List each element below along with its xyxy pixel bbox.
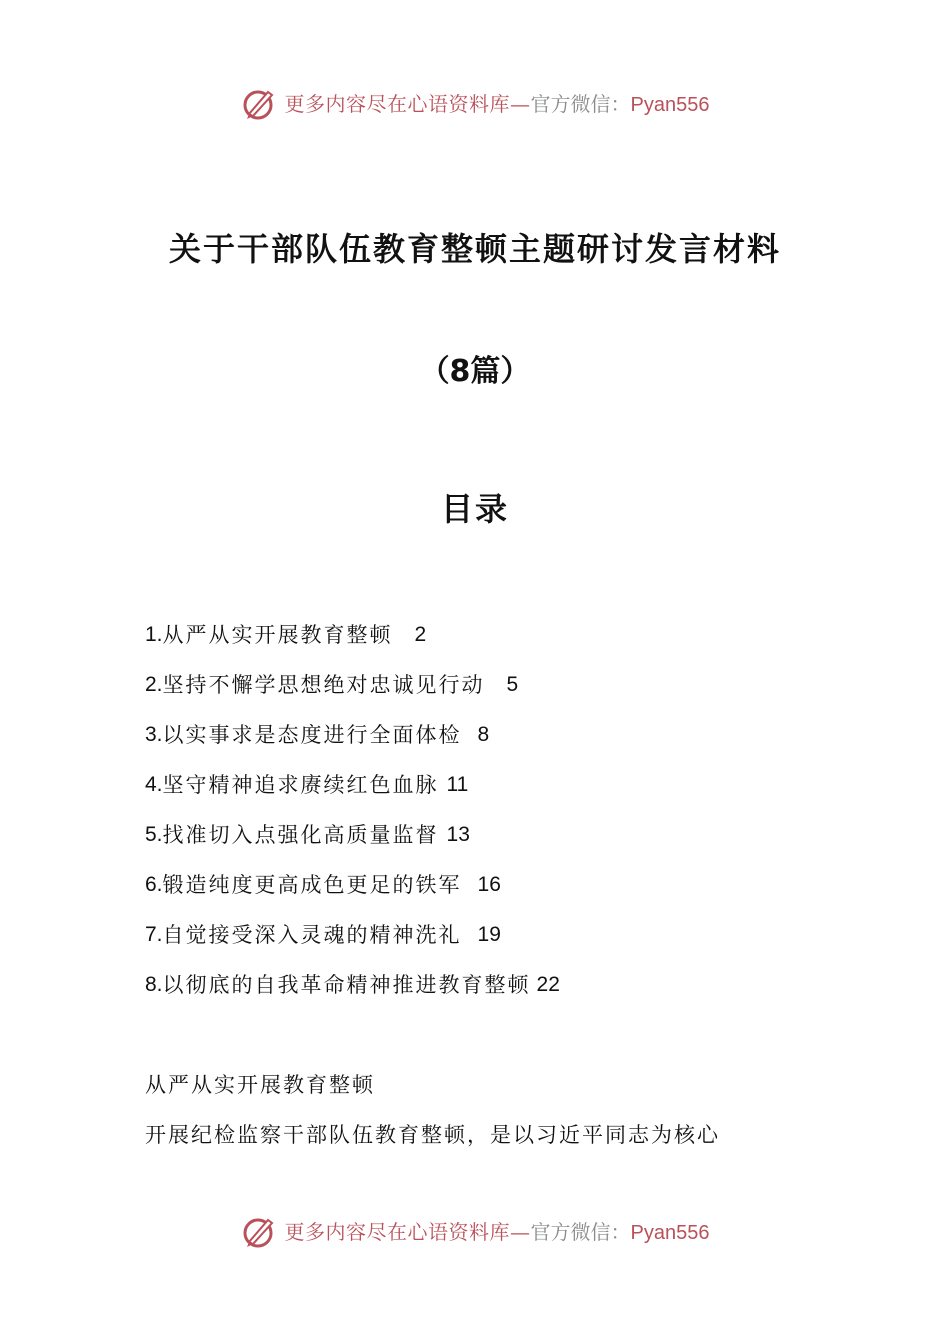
toc-item[interactable]: [145, 720, 560, 770]
toc-item-page: 13: [446, 823, 470, 846]
banner-main-text: 更多内容尽在心语资料库—: [284, 1219, 531, 1244]
toc-item[interactable]: [145, 870, 560, 920]
toc-item[interactable]: [145, 920, 560, 970]
toc-item[interactable]: [145, 820, 560, 870]
toc-item-number: 5.: [145, 823, 163, 846]
banner-wechat-id: Pyan556: [630, 93, 710, 116]
toc-item-text: 以彻底的自我革命精神推进教育整顿: [162, 973, 531, 997]
banner-wechat-label: 官方微信：: [530, 91, 631, 116]
toc-heading: 目录: [440, 490, 509, 528]
toc-item-page: 11: [446, 773, 469, 796]
toc-item-text: 坚守精神追求赓续红色血脉: [162, 773, 439, 797]
toc-item-number: 4.: [145, 773, 163, 796]
toc-item-text: 从严从实开展教育整顿: [162, 623, 393, 647]
toc-item[interactable]: [145, 620, 560, 670]
banner-wechat-label: 官方微信：: [530, 1219, 631, 1244]
toc-item-text: 锻造纯度更高成色更足的铁军: [162, 873, 462, 897]
toc-item-page: 2: [414, 623, 427, 646]
section-paragraph: 开展纪检监察干部队伍教育整顿，是以习近平同志为核心: [145, 1123, 720, 1147]
document-subtitle: （8篇）: [419, 354, 531, 389]
toc-item-page: 16: [477, 873, 501, 896]
toc-item-text: 自觉接受深入灵魂的精神洗礼: [162, 923, 462, 947]
toc-item-text: 以实事求是态度进行全面体检: [162, 723, 462, 747]
toc-item-number: 6.: [145, 873, 163, 896]
toc-item[interactable]: [145, 970, 560, 1020]
toc-item-number: 2.: [145, 673, 163, 696]
banner-main-text: 更多内容尽在心语资料库—: [284, 91, 531, 116]
document-title: 关于干部队伍教育整顿主题研讨发言材料: [168, 230, 781, 268]
toc-item-number: 1.: [145, 623, 163, 646]
toc-item-number: 3.: [145, 723, 163, 746]
toc-item[interactable]: [145, 770, 560, 820]
section-heading: 从严从实开展教育整顿: [145, 1073, 375, 1097]
toc-item-number: 8.: [145, 973, 163, 996]
banner-wechat-id: Pyan556: [630, 1221, 710, 1244]
toc-item[interactable]: [145, 670, 560, 720]
toc-item-page: 8: [477, 723, 490, 746]
toc-item-page: 22: [536, 973, 560, 996]
table-of-contents: [145, 620, 560, 1020]
toc-item-number: 7.: [145, 923, 163, 946]
toc-item-text: 坚持不懈学思想绝对忠诚见行动: [162, 673, 485, 697]
toc-item-page: 19: [477, 923, 501, 946]
toc-item-page: 5: [506, 673, 519, 696]
header-banner: [0, 86, 950, 122]
pen-logo-icon: [241, 86, 277, 122]
toc-item-text: 找准切入点强化高质量监督: [162, 823, 439, 847]
footer-banner: [0, 1214, 950, 1250]
pen-logo-icon: [241, 1214, 277, 1250]
